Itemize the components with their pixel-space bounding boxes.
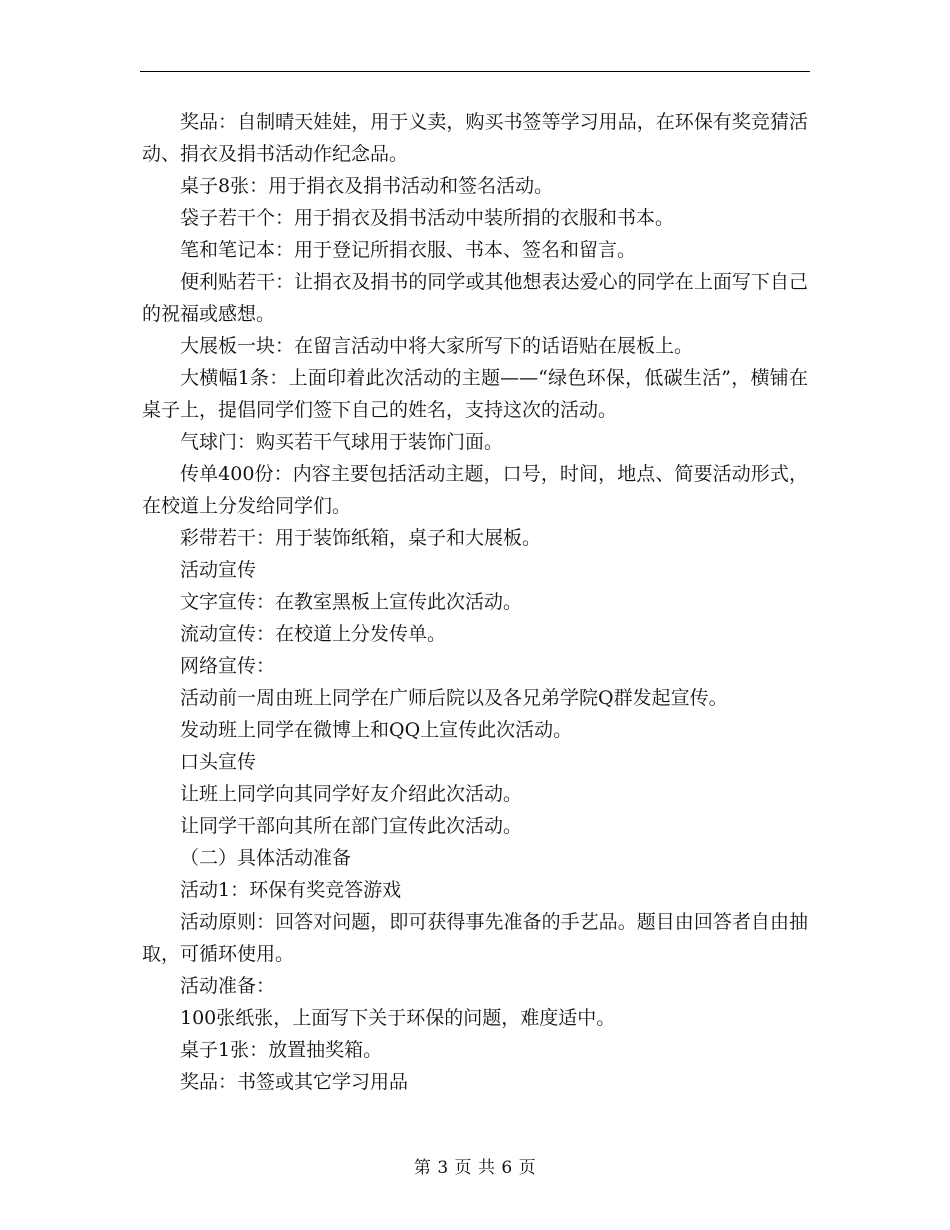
document-body xyxy=(142,106,808,1098)
paragraph: 气球门：购买若干气球用于装饰门面。 xyxy=(180,431,504,453)
paragraph: 彩带若干：用于装饰纸箱，桌子和大展板。 xyxy=(180,527,542,549)
paragraph: 桌子8张：用于捐衣及捐书活动和签名活动。 xyxy=(180,175,554,197)
paragraph: 便利贴若干：让捐衣及捐书的同学或其他想表达爱心的同学在上面写下自己的祝福或感想。 xyxy=(142,271,808,325)
paragraph: 桌子1张：放置抽奖箱。 xyxy=(180,1039,383,1061)
section-heading: 网络宣传： xyxy=(180,655,276,677)
header-rule xyxy=(140,71,810,72)
paragraph: 奖品：书签或其它学习用品 xyxy=(180,1071,409,1093)
section-heading: 活动准备： xyxy=(180,975,276,997)
paragraph: 流动宣传：在校道上分发传单。 xyxy=(180,623,447,645)
paragraph: 文字宣传：在教室黑板上宣传此次活动。 xyxy=(180,591,523,613)
paragraph: 让同学干部向其所在部门宣传此次活动。 xyxy=(180,815,523,837)
paragraph: 活动原则：回答对问题，即可获得事先准备的手艺品。题目由回答者自由抽取，可循环使用。 xyxy=(142,911,808,965)
paragraph: 大展板一块：在留言活动中将大家所写下的话语贴在展板上。 xyxy=(180,335,694,357)
paragraph: 笔和笔记本：用于登记所捐衣服、书本、签名和留言。 xyxy=(180,239,637,261)
section-heading: 口头宣传 xyxy=(180,751,257,773)
section-heading: （二）具体活动准备 xyxy=(180,847,352,869)
paragraph: 袋子若干个：用于捐衣及捐书活动中装所捐的衣服和书本。 xyxy=(180,207,675,229)
paragraph: 发动班上同学在微博上和QQ上宣传此次活动。 xyxy=(180,719,573,741)
section-heading: 活动宣传 xyxy=(180,559,257,581)
paragraph: 奖品：自制晴天娃娃，用于义卖，购买书签等学习用品，在环保有奖竞猜活动、捐衣及捐书活动作纪念品。 xyxy=(142,111,808,165)
section-heading: 活动1：环保有奖竞答游戏 xyxy=(180,879,402,901)
page-number-footer: 第 3 页 共 6 页 xyxy=(413,1158,537,1178)
paragraph: 100张纸张，上面写下关于环保的问题，难度适中。 xyxy=(180,1007,616,1029)
paragraph: 让班上同学向其同学好友介绍此次活动。 xyxy=(180,783,523,805)
paragraph: 活动前一周由班上同学在广师后院以及各兄弟学院Q群发起宣传。 xyxy=(180,687,728,709)
paragraph: 大横幅1条：上面印着此次活动的主题——“绿色环保，低碳生活”，横铺在桌子上，提倡同学们签下自己的姓名，支持这次的活动。 xyxy=(142,367,808,421)
paragraph: 传单400份：内容主要包括活动主题，口号，时间，地点、简要活动形式，在校道上分发给同学们。 xyxy=(142,463,808,517)
